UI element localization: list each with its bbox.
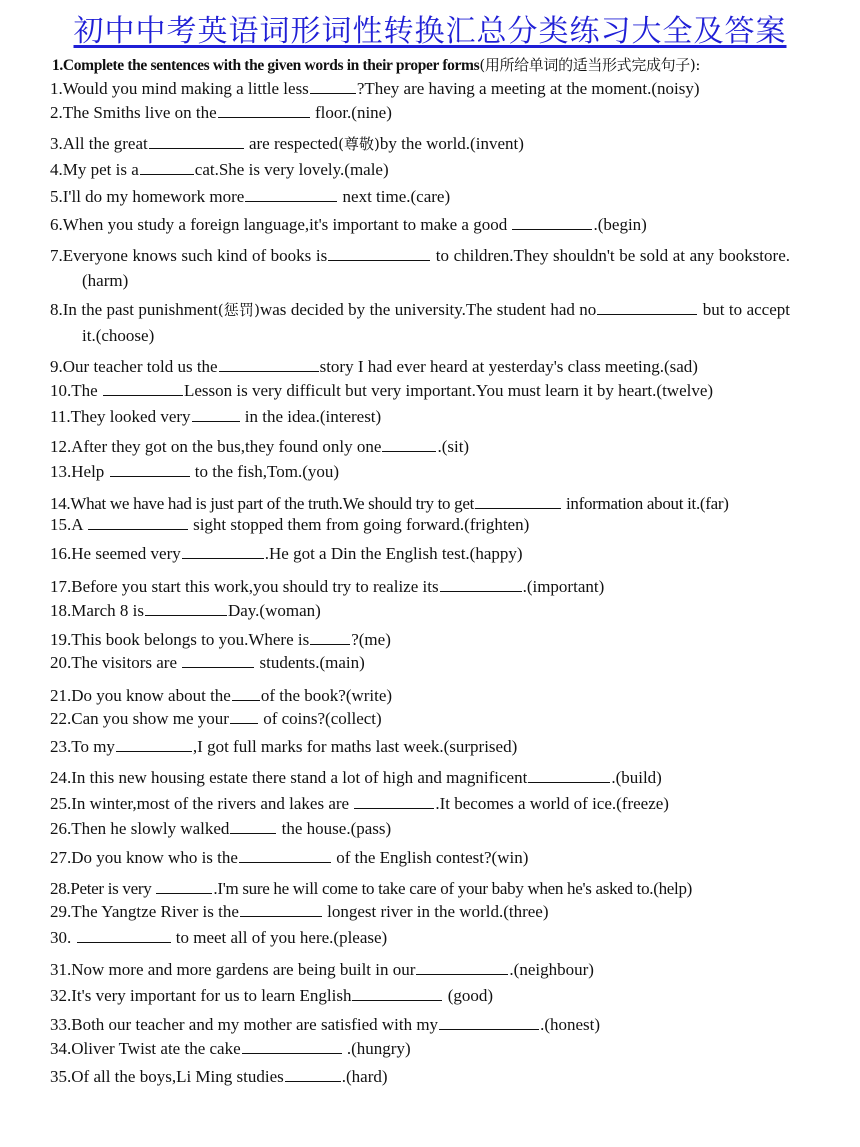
question-text: .(important) xyxy=(522,577,605,596)
question-18 xyxy=(50,598,795,623)
answer-blank[interactable] xyxy=(149,131,244,149)
question-cn-gloss: (尊敬) xyxy=(338,135,380,153)
answer-blank[interactable] xyxy=(88,512,188,530)
question-text: sight stopped them from going forward.(frighten) xyxy=(188,515,530,534)
question-text: next time.(care) xyxy=(338,187,451,206)
instruction xyxy=(52,54,700,75)
answer-blank[interactable] xyxy=(218,100,310,118)
question-35 xyxy=(50,1064,795,1089)
answer-blank[interactable] xyxy=(245,184,337,202)
answer-blank[interactable] xyxy=(140,157,194,175)
question-5 xyxy=(50,184,795,209)
instruction-cn: (用所给单词的适当形式完成句子): xyxy=(479,56,701,74)
question-text: 27.Do you know who is the xyxy=(50,848,238,867)
question-2 xyxy=(50,100,795,125)
question-text: 17.Before you start this work,you should try to realize its xyxy=(50,577,439,596)
question-text: 34.Oliver Twist ate the cake xyxy=(50,1039,241,1058)
answer-blank[interactable] xyxy=(528,765,610,783)
question-text: 14.What we have had is just part of the truth.We should try to get xyxy=(50,494,475,513)
page-title: 初中中考英语词形词性转换汇总分类练习大全及答案 xyxy=(73,14,787,49)
question-25 xyxy=(50,791,795,816)
question-text: 15.A xyxy=(50,515,87,534)
question-text: are respected xyxy=(244,134,339,153)
question-text: 35.Of all the boys,Li Ming studies xyxy=(50,1067,284,1086)
question-text: story I had ever heard at yesterday's class meeting.(sad) xyxy=(319,357,698,376)
question-text: 13.Help xyxy=(50,462,109,481)
question-text: 10.The xyxy=(50,381,102,400)
question-13 xyxy=(50,459,795,484)
question-23 xyxy=(50,734,795,759)
question-text: 21.Do you know about the xyxy=(50,686,231,705)
question-text: 18.March 8 is xyxy=(50,601,144,620)
question-text: 1.Would you mind making a little less xyxy=(50,79,309,98)
question-31 xyxy=(50,957,795,982)
answer-blank[interactable] xyxy=(597,297,697,315)
question-text: 6.When you study a foreign language,it's important to make a good xyxy=(50,215,512,234)
answer-blank[interactable] xyxy=(182,541,264,559)
question-text: .I'm sure he will come to take care of your baby when he's asked to.(help) xyxy=(213,879,693,898)
question-text: Day.(woman) xyxy=(227,601,321,620)
question-text: of the English contest?(win) xyxy=(331,848,529,867)
question-text: but to accept it.(choose) xyxy=(82,300,790,345)
answer-blank[interactable] xyxy=(192,404,240,422)
answer-blank[interactable] xyxy=(416,957,508,975)
question-text: by the world.(invent) xyxy=(379,134,524,153)
answer-blank[interactable] xyxy=(239,845,331,863)
question-text: to meet all of you here.(please) xyxy=(171,928,388,947)
question-33 xyxy=(50,1012,795,1037)
question-3 xyxy=(50,131,795,157)
question-text: to the fish,Tom.(you) xyxy=(190,462,340,481)
question-7 xyxy=(50,243,790,293)
question-text: students.(main) xyxy=(255,653,365,672)
question-text: 33.Both our teacher and my mother are satisfied with my xyxy=(50,1015,439,1034)
question-text: 19.This book belongs to you.Where is xyxy=(50,630,310,649)
question-text: .(neighbour) xyxy=(509,960,594,979)
question-text: .(honest) xyxy=(540,1015,601,1034)
question-17 xyxy=(50,574,795,599)
question-text: floor.(nine) xyxy=(310,103,392,122)
question-text: to children.They shouldn't be sold at any bookstore.(harm) xyxy=(82,246,790,290)
question-20 xyxy=(50,650,795,675)
answer-blank[interactable] xyxy=(310,76,356,94)
question-text: 26.Then he slowly walked xyxy=(50,819,230,838)
answer-blank[interactable] xyxy=(219,354,319,372)
answer-blank[interactable] xyxy=(116,734,192,752)
answer-blank[interactable] xyxy=(242,1036,342,1054)
question-30 xyxy=(50,925,795,950)
question-12 xyxy=(50,434,795,459)
question-text: 24.In this new housing estate there stand a lot of high and magnificent xyxy=(50,768,528,787)
question-24 xyxy=(50,765,795,790)
question-text: ,I got full marks for maths last week.(surprised) xyxy=(192,737,518,756)
question-text: longest river in the world.(three) xyxy=(322,902,549,921)
question-9 xyxy=(50,354,795,379)
answer-blank[interactable] xyxy=(230,816,276,834)
question-text: 25.In winter,most of the rivers and lakes are xyxy=(50,794,354,813)
question-text: 30. xyxy=(50,928,76,947)
question-text: .(build) xyxy=(611,768,662,787)
answer-blank[interactable] xyxy=(77,925,171,943)
question-text: 3.All the great xyxy=(50,134,148,153)
question-32 xyxy=(50,983,795,1008)
question-text: 16.He seemed very xyxy=(50,544,181,563)
answer-blank[interactable] xyxy=(182,650,254,668)
question-text: 22.Can you show me your xyxy=(50,709,229,728)
question-10 xyxy=(50,378,795,403)
question-11 xyxy=(50,404,795,429)
question-28 xyxy=(50,876,795,901)
question-text: 5.I'll do my homework more xyxy=(50,187,245,206)
question-text: 23.To my xyxy=(50,737,115,756)
answer-blank[interactable] xyxy=(440,574,522,592)
question-19 xyxy=(50,627,795,652)
answer-blank[interactable] xyxy=(352,983,442,1001)
question-text: 12.After they got on the bus,they found only one xyxy=(50,437,382,456)
answer-blank[interactable] xyxy=(285,1064,341,1082)
question-text: 29.The Yangtze River is the xyxy=(50,902,239,921)
question-text: .It becomes a world of ice.(freeze) xyxy=(435,794,669,813)
question-text: 4.My pet is a xyxy=(50,160,139,179)
question-text: 32.It's very important for us to learn English xyxy=(50,986,352,1005)
question-text: .(hard) xyxy=(341,1067,388,1086)
question-text: in the idea.(interest) xyxy=(240,407,382,426)
question-text: ?They are having a meeting at the moment.(noisy) xyxy=(356,79,700,98)
question-text: 20.The visitors are xyxy=(50,653,182,672)
question-1 xyxy=(50,76,795,101)
question-29 xyxy=(50,899,795,924)
question-text: 2.The Smiths live on the xyxy=(50,103,217,122)
answer-blank[interactable] xyxy=(382,434,436,452)
question-text: .He got a Din the English test.(happy) xyxy=(264,544,523,563)
question-text: of coins?(collect) xyxy=(258,709,382,728)
question-8 xyxy=(50,297,790,348)
question-text: 31.Now more and more gardens are being built in our xyxy=(50,960,416,979)
question-27 xyxy=(50,845,795,870)
question-text: was decided by the university.The student had no xyxy=(259,300,597,319)
question-cn-gloss: (惩罚) xyxy=(217,301,260,319)
answer-blank[interactable] xyxy=(156,876,212,894)
question-34 xyxy=(50,1036,795,1061)
question-text: 9.Our teacher told us the xyxy=(50,357,218,376)
question-text: .(sit) xyxy=(437,437,470,456)
answer-blank[interactable] xyxy=(475,491,561,509)
question-4 xyxy=(50,157,795,182)
question-text: of the book?(write) xyxy=(260,686,393,705)
answer-blank[interactable] xyxy=(512,212,592,230)
question-text: the house.(pass) xyxy=(277,819,392,838)
question-text: 28.Peter is very xyxy=(50,879,156,898)
answer-blank[interactable] xyxy=(230,706,258,724)
answer-blank[interactable] xyxy=(354,791,434,809)
question-text: information about it.(far) xyxy=(562,494,729,513)
question-26 xyxy=(50,816,795,841)
question-21 xyxy=(50,683,795,708)
question-15 xyxy=(50,512,795,537)
answer-blank[interactable] xyxy=(110,459,190,477)
answer-blank[interactable] xyxy=(439,1012,539,1030)
question-text: (good) xyxy=(443,986,494,1005)
question-text: 7.Everyone knows such kind of books is xyxy=(50,246,328,265)
question-text: .(begin) xyxy=(593,215,647,234)
question-text: 8.In the past punishment xyxy=(50,300,218,319)
instruction-text: 1.Complete the sentences with the given words in their proper forms xyxy=(52,57,480,74)
answer-blank[interactable] xyxy=(310,627,350,645)
answer-blank[interactable] xyxy=(328,243,430,261)
question-text: .(hungry) xyxy=(342,1039,411,1058)
answer-blank[interactable] xyxy=(145,598,227,616)
question-6 xyxy=(50,212,795,237)
question-16 xyxy=(50,541,795,566)
answer-blank[interactable] xyxy=(232,683,260,701)
answer-blank[interactable] xyxy=(240,899,322,917)
question-text: cat.She is very lovely.(male) xyxy=(194,160,389,179)
question-text: ?(me) xyxy=(351,630,391,649)
question-text: 11.They looked very xyxy=(50,407,191,426)
question-text: Lesson is very difficult but very important.You must learn it by heart.(twelve) xyxy=(183,381,714,400)
question-22 xyxy=(50,706,795,731)
answer-blank[interactable] xyxy=(103,378,183,396)
